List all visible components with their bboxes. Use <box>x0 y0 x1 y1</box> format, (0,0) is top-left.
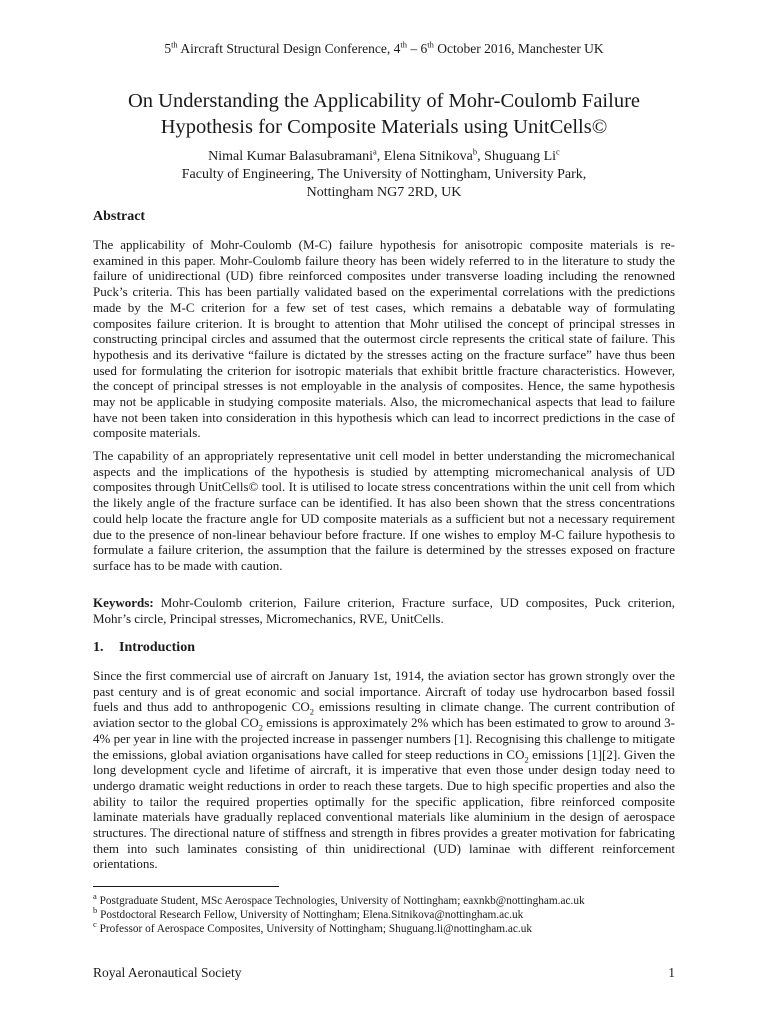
author-1-mark: a <box>373 146 377 157</box>
intro-text-4: emissions [1][2]. Given the long development cycle and lifetime of aircraft, it is imperative that even those under design today need to undergo dramatic weight reductions in order to reach these targets. Due to high specific properties and also the ability to tailor the required properties optimally for the specific application, fibre reinforced composite laminate materials have gradually replaced conventional materials like aluminium in the design of aerospace structures. The directional nature of stiffness and strength in fibres provides a greater motivation for fabricating them into such laminates consisting of thin unidirectional (UD) laminae with different reinforcement orientations. <box>93 746 675 872</box>
intro-text-1: Since the first commercial use of aircraft on January 1st, 1914, the aviation sector has grown strongly over the past century and is of great economic and social importance. Aircraft of today use hydrocarbon based fossil fuels and thus add to anthropogenic CO <box>93 668 675 715</box>
footnote-c <box>93 919 675 936</box>
conf-text-1: 5 <box>164 41 172 56</box>
author-2: , Elena Sitnikova <box>376 149 473 164</box>
intro-sub-1: 2 <box>309 707 315 717</box>
footnote-c-text: Professor of Aerospace Composites, University of Nottingham; Shuguang.li@nottingham.ac.uk <box>96 923 533 935</box>
abstract-paragraph-1: The applicability of Mohr-Coulomb (M-C) failure hypothesis for anisotropic composite materials is re-examined in this paper. Mohr-Coulomb failure theory has been widely referred to in the literature to study the failure of unidirectional (UD) fibre reinforced composites under transverse loading including the renowned Puck’s criteria. This has been partially validated based on the experimental correlations with the predictions made by the M-C criterion for a few set of test cases, which remains a debatable way of formulating composites failure criterion. It is brought to attention that Mohr utilised the concept of principal stresses in constructing principal circles and assumed that the outermost circle represents the critical state of failure. This hypothesis and its derivative “failure is dictated by the stresses acting on the fracture surface” have thus been used for formulating the criterion for isotropic materials that exhibit brittle fracture characteristics. However, the concept of principal stresses is not employable in the analysis of composites. Hence, the same hypothesis may not be applicable in studying composite materials. Also, the micromechanical aspects that lead to failure have not been taken into consideration in this hypothesis which can lead to incorrect predictions in the case of composite materials. <box>93 237 675 441</box>
conf-sup-3: th <box>427 39 434 50</box>
intro-text-2: emissions resulting in climate change. The current contribution of aviation sector to the global CO <box>93 699 675 731</box>
affiliation-line-1: Faculty of Engineering, The University of Nottingham, University Park, <box>181 167 587 182</box>
intro-sub-3: 2 <box>524 754 529 765</box>
conf-sup-1: th <box>171 39 178 50</box>
introduction-paragraph <box>93 668 675 872</box>
intro-sub-2: 2 <box>258 722 263 733</box>
abstract-paragraph-2: The capability of an appropriately representative unit cell model in better understanding the micromechanical aspects and the implications of the hypothesis is studied by attempting micromechanical analysis of UD composites through UnitCells© tool. It is utilised to locate stress concentrations within the unit cell from which the likely angle of the fracture surface can be identified. It has also been shown that the stress concentrations could help locate the fracture angle for UD composite materials as a sufficient but not a necessary requirement due to the presence of non-linear behaviour before fracture. If one wishes to employ M-C failure hypothesis to formulate a failure criterion, the assumption that the failure is determined by the stresses exposed on fracture surface has to be made with caution. <box>93 448 675 573</box>
author-names <box>93 148 675 166</box>
conf-text-4: October 2016, Manchester UK <box>433 41 604 56</box>
footnote-b-text: Postdoctoral Research Fellow, University of Nottingham; Elena.Sitnikova@nottingham.ac.uk <box>97 909 524 921</box>
conf-text-2: Aircraft Structural Design Conference, 4 <box>177 41 401 56</box>
footnote-c-mark: c <box>93 919 97 930</box>
abstract-heading: Abstract <box>93 209 146 224</box>
keywords-paragraph <box>93 595 675 626</box>
footnote-a <box>93 891 675 908</box>
footnote-divider <box>93 886 279 887</box>
conf-sup-2: th <box>400 39 407 50</box>
author-1: Nimal Kumar Balasubramani <box>208 149 374 164</box>
section-number: 1. <box>93 640 104 655</box>
title-line-1: On Understanding the Applicability of Mohr-Coulomb Failure <box>127 90 641 112</box>
footnote-a-text: Postgraduate Student, MSc Aerospace Technologies, University of Nottingham; eaxnkb@nottingham.ac.uk <box>96 895 585 907</box>
author-3-mark: c <box>556 146 560 157</box>
section-title: Introduction <box>119 640 195 655</box>
page-number: 1 <box>668 965 675 980</box>
footnote-a-mark: a <box>93 891 97 902</box>
intro-text-3: emissions is approximately 2% which has been estimated to grow to around 3-4% per year in line with the projected increase in passenger numbers [1]. Recognising this challenge to mitigate the emissions, global aviation organisations have called for steep reductions in CO <box>93 715 675 762</box>
title-line-2: Hypothesis for Composite Materials using UnitCells© <box>160 116 608 138</box>
section-heading-introduction <box>93 640 195 656</box>
author-2-mark: b <box>472 146 478 157</box>
affiliation-line-2: Nottingham NG7 2RD, UK <box>306 185 462 200</box>
footnote-b-mark: b <box>93 905 98 916</box>
conf-text-3: – 6 <box>406 41 428 56</box>
paper-title <box>93 88 675 140</box>
conference-header <box>93 41 675 57</box>
footer-society: Royal Aeronautical Society <box>93 965 242 980</box>
keywords-label: Keywords: <box>93 595 154 610</box>
author-block <box>93 148 675 202</box>
footnote-b <box>93 905 675 922</box>
keywords-text: Mohr-Coulomb criterion, Failure criterion, Fracture surface, UD composites, Puck criterion, Mohr’s circle, Principal stresses, Micromechanics, RVE, UnitCells. <box>93 595 675 626</box>
author-3: , Shuguang Li <box>477 149 557 164</box>
